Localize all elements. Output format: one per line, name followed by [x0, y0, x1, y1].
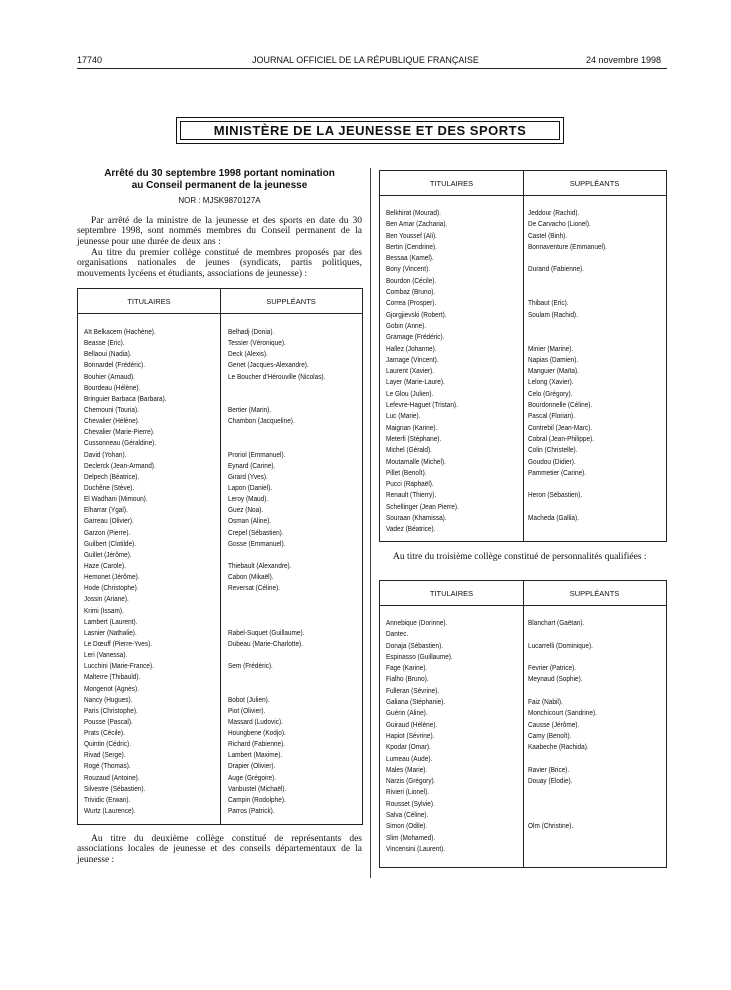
ministry-banner	[176, 117, 564, 144]
member-entry: Fulleran (Sévrine).	[386, 685, 440, 695]
member-entry: Bouhier (Arnaud).	[84, 371, 135, 381]
member-entry: Goudou (Didier).	[528, 456, 576, 466]
journal-title: JOURNAL OFFICIEL DE LA RÉPUBLIQUE FRANÇAISE	[252, 55, 479, 65]
ministry-title: MINISTÈRE DE LA JEUNESSE ET DES SPORTS	[213, 123, 527, 138]
member-entry: Deck (Alexis).	[228, 349, 268, 359]
member-entry	[528, 629, 597, 640]
member-entry: Jeddour (Rachid).	[528, 208, 580, 217]
member-entry: Rivieri (Lionel).	[386, 787, 430, 797]
member-entry: Proriol (Emmanuel).	[228, 449, 286, 459]
member-entry: Ben Amar (Zacharia).	[386, 219, 448, 229]
member-entry: Duchêne (Stève).	[84, 482, 135, 492]
member-entry: Bourdeau (Hélène).	[84, 382, 141, 392]
member-entry	[528, 787, 597, 798]
member-entry: Fevrier (Patrice).	[528, 663, 577, 673]
member-entry: Belkhirat (Mourad).	[386, 208, 441, 217]
member-entry: El Wadhani (Mimoun).	[84, 494, 148, 504]
member-entry: Gjorgjievski (Robert).	[386, 309, 447, 319]
member-entry: Bringuier Barbaca (Barbara).	[84, 393, 167, 403]
member-entry: Hode (Christophe).	[84, 583, 139, 593]
member-entry: Heron (Sébastien).	[528, 490, 583, 500]
college2-intro: Au titre du deuxième collège constitué de représentants des associations locales de jeunesse et des conseils départementaux de la jeunesse :	[77, 834, 362, 865]
member-entry: Durand (Fabienne).	[528, 264, 584, 274]
member-entry: Jossin (Ariane).	[84, 594, 129, 604]
member-entry: Lumeau (Aude).	[386, 753, 433, 763]
member-entry: Garreau (Olivier).	[84, 516, 134, 526]
member-entry: Michel (Gérald).	[386, 445, 432, 455]
college3-header-suppleants: SUPPLÉANTS	[569, 589, 620, 598]
member-entry: Tessier (Véronique).	[228, 338, 286, 348]
page-number: 17740	[77, 55, 103, 65]
member-entry: Simon (Odile).	[386, 821, 428, 831]
member-entry: Piot (Olivier).	[228, 705, 266, 715]
member-entry: Leri (Vanessa).	[84, 650, 128, 660]
member-entry: Salva (Céline).	[386, 810, 429, 820]
member-entry: De Carvacho (Lionel).	[528, 219, 591, 229]
member-entry	[528, 253, 607, 264]
member-entry: Bellaoui (Nadia).	[84, 349, 132, 359]
member-entry: Sem (Frédéric).	[228, 661, 273, 671]
member-entry: Krimi (Issam).	[84, 605, 124, 615]
member-entry: Cobral (Jean-Philippe).	[528, 433, 595, 443]
member-entry: Guillet (Jérôme).	[84, 549, 132, 559]
member-entry: Campin (Rodolphe).	[228, 794, 286, 804]
college2-table-divider	[523, 171, 524, 541]
member-entry	[228, 617, 325, 628]
member-entry	[228, 383, 325, 394]
member-entry	[528, 479, 607, 490]
member-entry	[528, 799, 597, 810]
member-entry: Aït Belkacem (Hachène).	[84, 327, 156, 336]
member-entry	[528, 754, 597, 765]
member-entry: Quintin (Cédric).	[84, 739, 131, 749]
member-entry: Fage (Karine).	[386, 663, 428, 673]
member-entry: Elharrar (Ygal).	[84, 505, 128, 515]
member-entry	[528, 810, 597, 821]
member-entry: Thibaut (Eric).	[528, 298, 569, 308]
member-entry: Pousse (Pascal).	[84, 716, 133, 726]
member-entry: Beasse (Eric).	[84, 338, 125, 348]
member-entry: Napias (Damien).	[528, 354, 579, 364]
member-entry: Girard (Yves).	[228, 471, 268, 481]
member-entry: Lucchini (Marie-France).	[84, 661, 154, 671]
member-entry: Drapier (Olivier).	[228, 761, 276, 771]
member-entry: Blanchart (Gaëtan).	[528, 618, 585, 627]
member-entry: Kaabeche (Rachida).	[528, 742, 589, 752]
member-entry: Camy (Benoît).	[528, 730, 572, 740]
member-entry: Chemouni (Touria).	[84, 404, 139, 414]
arrete-title-line2: au Conseil permanent de la jeunesse	[131, 180, 308, 191]
arrete-intro: Par arrêté de la ministre de la jeunesse et des sports en date du 30 septembre 1998, sont nommés membres du Conseil permanent de la jeunesse pour une durée de deux ans :	[77, 216, 362, 247]
college1-table	[77, 288, 363, 825]
member-entry: Nancy (Hugues).	[84, 694, 133, 704]
member-entry: Bobot (Julien).	[228, 694, 270, 704]
member-entry: Gosse (Emmanuel).	[228, 538, 286, 548]
member-entry: Gobin (Anne).	[386, 320, 427, 330]
member-entry: Silvestre (Sébastien).	[84, 783, 146, 793]
college3-header-titulaires: TITULAIRES	[429, 589, 474, 598]
member-entry: Eynard (Carine).	[228, 460, 276, 470]
member-entry: Haze (Carole).	[84, 560, 126, 570]
member-entry: Hapiot (Sévrine).	[386, 730, 435, 740]
member-entry: Ravier (Brice).	[528, 764, 570, 774]
college3-intro: Au titre du troisième collège constitué de personnalités qualifiées :	[393, 552, 647, 562]
member-entry: Chevalier (Marie-Pierre).	[84, 427, 155, 437]
member-entry: Rouzaud (Antoine).	[84, 772, 140, 782]
member-entry: Bertin (Cendrine).	[386, 241, 437, 251]
member-entry: Chevalier (Hélène).	[84, 416, 140, 426]
member-entry: Causse (Jérôme).	[528, 719, 580, 729]
member-entry: Celo (Grégory).	[528, 388, 573, 398]
member-entry: Olm (Christine).	[528, 821, 574, 831]
member-entry	[228, 594, 325, 605]
member-entry	[528, 844, 597, 855]
member-entry: Le Dœuff (Pierre-Yves).	[84, 638, 153, 648]
member-entry: Lambert (Maxime).	[228, 750, 283, 760]
member-entry	[528, 321, 607, 332]
member-entry: Moutamalle (Michel).	[386, 456, 446, 466]
member-entry: Jarnage (Vincent).	[386, 354, 439, 364]
member-entry: Lambert (Laurent).	[84, 616, 138, 626]
member-entry: Genet (Jacques-Alexandre).	[228, 360, 309, 370]
member-entry: Vanbustel (Michaël).	[228, 783, 287, 793]
member-entry: Colin (Christelle).	[528, 445, 578, 455]
member-entry: Guez (Noa).	[228, 505, 264, 515]
member-entry: Bony (Vincent).	[386, 264, 431, 274]
member-entry: Cabon (Mikaël).	[228, 572, 274, 582]
member-entry: Douay (Elodie).	[528, 776, 573, 786]
nor-reference: NOR : MJSK9870127A	[178, 196, 261, 205]
member-entry: Rivad (Serge).	[84, 750, 126, 760]
college2-table	[379, 170, 667, 542]
member-entry: Kpodar (Omar).	[386, 742, 431, 752]
member-entry: Ben Youssef (Ali).	[386, 230, 437, 240]
member-entry: Paris (Christophe).	[84, 705, 138, 715]
member-entry: Osman (Aline).	[228, 516, 272, 526]
member-entry: Garzon (Pierre).	[84, 527, 131, 537]
member-entry: Bourdonnelle (Céline).	[528, 400, 593, 410]
arrete-title-line1: Arrêté du 30 septembre 1998 portant nomination	[104, 168, 335, 179]
member-entry: Galiana (Stéphanie).	[386, 697, 446, 707]
member-entry: Fialho (Bruno).	[386, 674, 429, 684]
member-entry	[528, 652, 597, 663]
member-entry: Auge (Grégoire).	[228, 772, 277, 782]
member-entry: Gramage (Frédéric).	[386, 332, 445, 342]
column-divider	[370, 168, 371, 878]
member-entry: Houngbene (Kodjo).	[228, 728, 286, 738]
college1-table-divider	[220, 289, 221, 824]
member-entry	[528, 276, 607, 287]
member-entry: Cussonneau (Géraldine).	[84, 438, 157, 448]
member-entry: Annebique (Dorinne).	[386, 618, 448, 627]
member-entry: Belhadj (Donia).	[228, 327, 275, 336]
member-entry: Souraan (Khamissa).	[386, 513, 447, 523]
member-entry	[228, 394, 325, 405]
member-entry: Monchicourt (Sandrine).	[528, 708, 597, 718]
member-entry: Bertier (Marin).	[228, 404, 272, 414]
member-entry: Macheda (Gallia).	[528, 513, 579, 523]
member-entry: Richard (Fabienne).	[228, 739, 286, 749]
member-entry: Rousset (Sylvie).	[386, 798, 435, 808]
member-entry: Massard (Ludovic).	[228, 716, 283, 726]
college1-intro: Au titre du premier collège constitué de membres proposés par des organisations nationales de jeunes (syndicats, partis politiques, mouvements lycéens et étudiants, associations de jeunesse) :	[77, 248, 362, 279]
member-entry: Contrebil (Jean-Marc).	[528, 422, 593, 432]
member-entry: Faiz (Nabil).	[528, 697, 563, 707]
college2-titulaires-list	[386, 208, 459, 536]
member-entry: Rogé (Thomas).	[84, 761, 131, 771]
member-entry: Prats (Cécile).	[84, 728, 125, 738]
member-entry: Meynaud (Sophie).	[528, 674, 583, 684]
member-entry: Espinasso (Guillaume).	[386, 651, 453, 661]
member-entry: Guilbert (Clotilde).	[84, 538, 137, 548]
member-entry	[228, 684, 325, 695]
member-entry: Meterfi (Stéphane).	[386, 433, 442, 443]
member-entry: Lapon (Daniel).	[228, 482, 273, 492]
member-entry: Dantec.	[386, 629, 409, 639]
member-entry: Crepel (Sébastien).	[228, 527, 284, 537]
college3-titulaires-list	[386, 618, 453, 855]
college3-table-divider	[523, 581, 524, 867]
college1-suppleants-list	[228, 327, 325, 817]
member-entry: Lelong (Xavier).	[528, 377, 574, 387]
member-entry: Lucarrelli (Dominique).	[528, 640, 593, 650]
member-entry	[528, 332, 607, 343]
member-entry: Males (Marie).	[386, 764, 428, 774]
member-entry: Malterre (Thibauld).	[84, 672, 141, 682]
member-entry: Correa (Prosper).	[386, 298, 437, 308]
member-entry: Pillet (Benoît).	[386, 467, 427, 477]
college1-header-titulaires: TITULAIRES	[127, 297, 171, 306]
member-entry: Le Boucher d'Hérouville (Nicolas).	[228, 371, 326, 381]
member-entry: Rabel-Suquet (Guillaume).	[228, 627, 305, 637]
issue-date: 24 novembre 1998	[585, 55, 661, 65]
member-entry: Maignan (Karine).	[386, 422, 438, 432]
member-entry: Guiraud (Hélène).	[386, 719, 438, 729]
member-entry: Hallez (Johanne).	[386, 343, 437, 353]
member-entry: Bonnardel (Frédéric).	[84, 360, 145, 370]
member-entry: Vincensini (Laurent).	[386, 843, 446, 853]
member-entry	[228, 650, 325, 661]
member-entry: Combaz (Bruno).	[386, 287, 436, 297]
college2-header-titulaires: TITULAIRES	[429, 179, 474, 188]
college3-suppleants-list	[528, 618, 597, 855]
member-entry	[228, 606, 325, 617]
member-entry: Declerck (Jean-Armand).	[84, 460, 156, 470]
member-entry: Castel (Binh).	[528, 230, 568, 240]
member-entry: Reversat (Céline).	[228, 583, 281, 593]
member-entry: Pucci (Raphaël).	[386, 479, 434, 489]
member-entry: Parros (Patrick).	[228, 806, 275, 816]
member-entry: Narzis (Grégory).	[386, 776, 436, 786]
college1-titulaires-list	[84, 327, 167, 817]
member-entry: Luc (Marie).	[386, 411, 421, 421]
member-entry: Hemonet (Jérôme).	[84, 572, 140, 582]
member-entry: Laurent (Xavier).	[386, 366, 435, 376]
member-entry: Soulam (Rachid).	[528, 309, 578, 319]
college2-header-suppleants: SUPPLÉANTS	[569, 179, 620, 188]
member-entry: Leroy (Maud).	[228, 494, 269, 504]
member-entry: Chambon (Jacqueline).	[228, 416, 295, 426]
member-entry: Lefevre-Haguet (Tristan).	[386, 400, 458, 410]
member-entry: Trividic (Erwan).	[84, 794, 131, 804]
member-entry: Bourdon (Cécile).	[386, 275, 437, 285]
member-entry	[528, 502, 607, 513]
member-entry: Thiebault (Alexandre).	[228, 560, 292, 570]
member-entry: Mongenot (Agnès).	[84, 683, 139, 693]
college2-suppleants-list	[528, 208, 607, 536]
member-entry: Schellinger (Jean Pierre).	[386, 501, 459, 511]
member-entry	[528, 524, 607, 535]
member-entry: David (Yohan).	[84, 449, 127, 459]
member-entry: Le Glou (Julien).	[386, 388, 434, 398]
member-entry: Renault (Thierry).	[386, 490, 437, 500]
member-entry: Vadez (Béatrice).	[386, 524, 436, 534]
member-entry	[228, 438, 325, 449]
member-entry: Bessaa (Kamel).	[386, 253, 434, 263]
college3-table	[379, 580, 667, 868]
member-entry	[528, 833, 597, 844]
member-entry: Layer (Marie-Laure).	[386, 377, 445, 387]
member-entry	[528, 287, 607, 298]
member-entry	[228, 427, 325, 438]
member-entry: Manguier (Maïta).	[528, 366, 579, 376]
member-entry: Wurtz (Laurence).	[84, 806, 136, 816]
member-entry: Lasnier (Nathalie).	[84, 627, 137, 637]
member-entry: Slim (Mohamed).	[386, 832, 436, 842]
member-entry: Donaja (Sébastien).	[386, 640, 444, 650]
member-entry	[228, 550, 325, 561]
member-entry: Pammetier (Carine).	[528, 467, 587, 477]
member-entry: Minier (Marine).	[528, 343, 574, 353]
header-rule	[77, 68, 667, 69]
member-entry: Delpech (Béatrice).	[84, 471, 140, 481]
member-entry: Pascal (Florian).	[528, 411, 575, 421]
college1-header-suppleants: SUPPLÉANTS	[266, 297, 316, 306]
member-entry: Guérin (Aline).	[386, 708, 428, 718]
member-entry: Bonnaventure (Emmanuel).	[528, 241, 607, 251]
member-entry	[528, 686, 597, 697]
member-entry	[228, 672, 325, 683]
member-entry: Dubeau (Marie-Charlotte).	[228, 638, 303, 648]
